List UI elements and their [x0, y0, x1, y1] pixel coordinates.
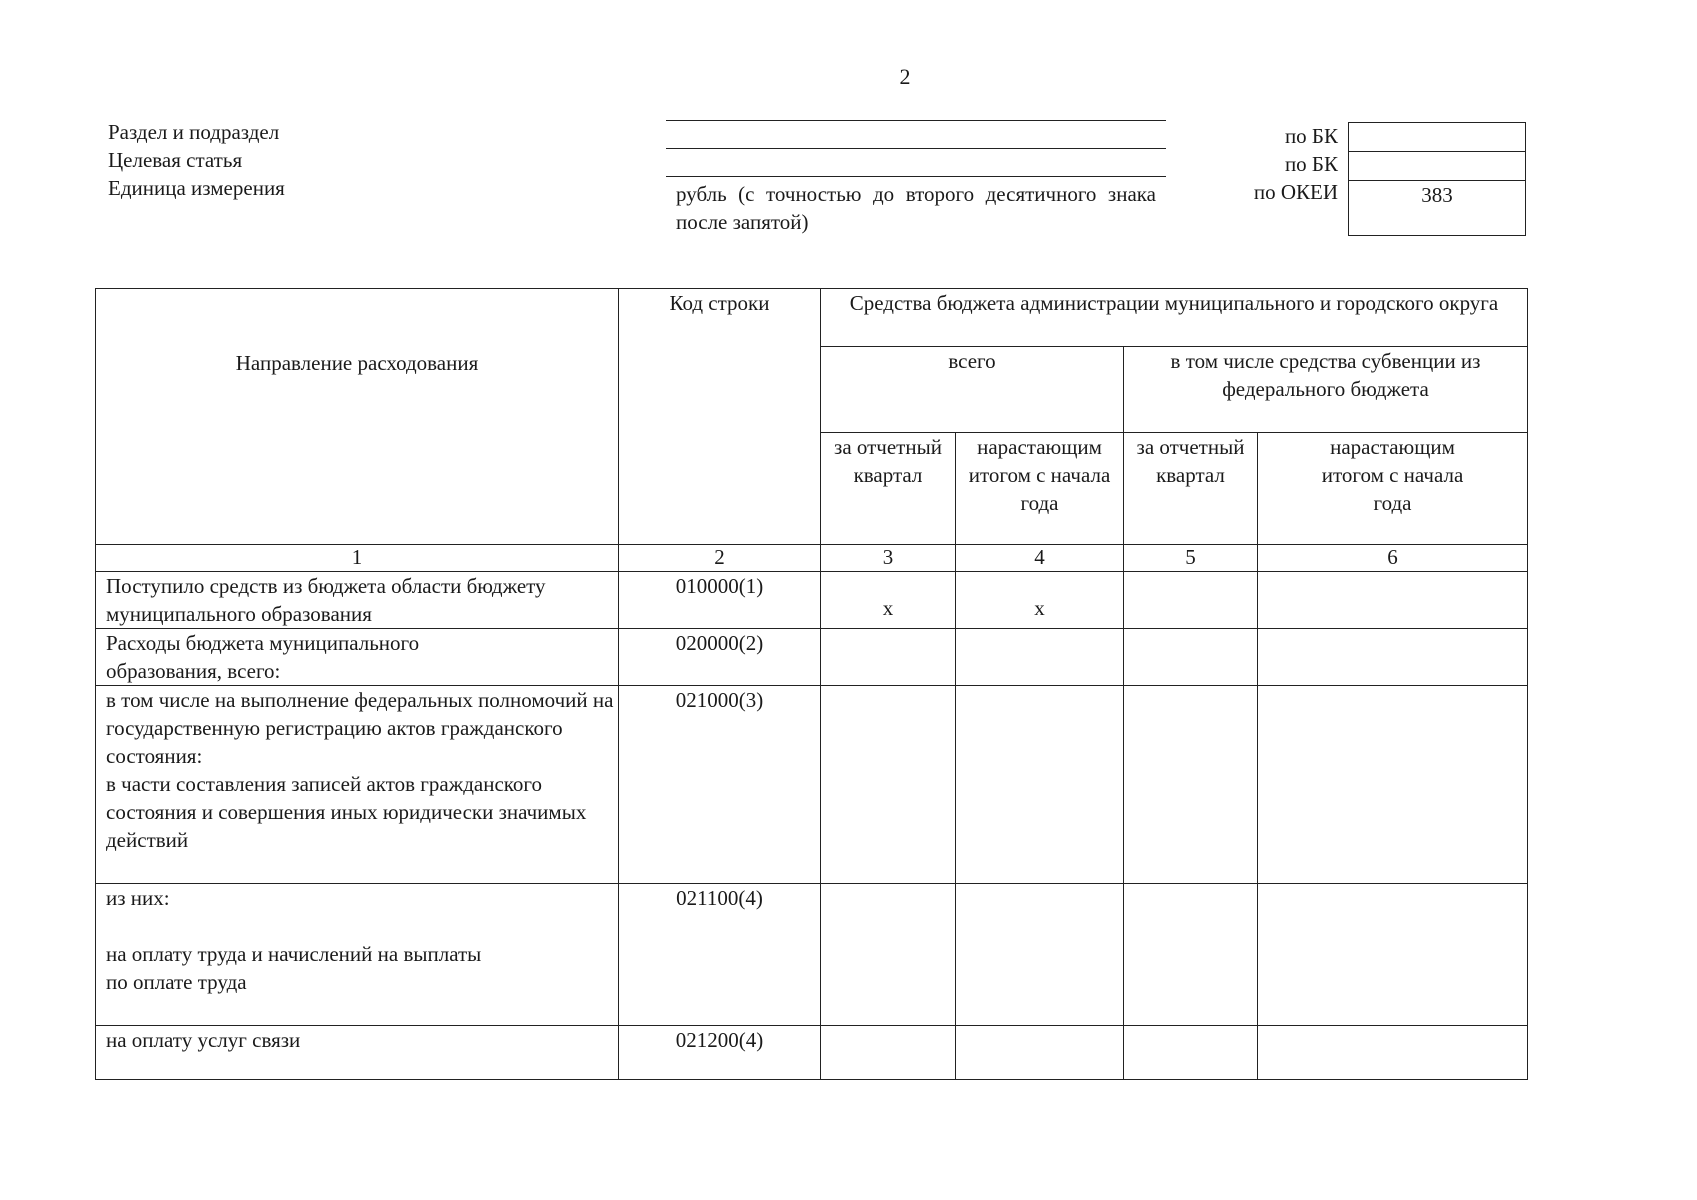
section-field-line — [666, 120, 1166, 121]
cell-c3 — [821, 884, 956, 1026]
row-name-line2: на оплату труда и начислений на выплаты по оплате труда — [106, 942, 482, 994]
cell-c6 — [1258, 572, 1528, 629]
header-direction — [96, 289, 619, 545]
code-box-bk-1 — [1348, 122, 1526, 151]
section-label: Раздел и подраздел — [108, 120, 280, 144]
cell-c5 — [1124, 629, 1258, 686]
header-subvention-label: в том числе средства субвенции из федерального бюджета — [1170, 349, 1481, 401]
row-code: 010000(1) — [619, 572, 821, 629]
cell-c6 — [1258, 686, 1528, 884]
col-num-6: 6 — [1258, 545, 1528, 572]
col-num-1: 1 — [96, 545, 619, 572]
code-box-okei: 383 — [1348, 180, 1526, 236]
header-total — [821, 347, 1124, 433]
header-quarter-b — [1124, 433, 1258, 545]
row-name: Расходы бюджета муниципального образования, всего: — [96, 629, 619, 686]
target-label: Целевая статья — [108, 148, 243, 172]
header-quarter-a-label: за отчетный квартал — [834, 435, 942, 487]
header-cumulative-a — [956, 433, 1124, 545]
target-field-line — [666, 148, 1166, 149]
code-label-bk-2: по БК — [1284, 152, 1338, 176]
col-num-5: 5 — [1124, 545, 1258, 572]
cell-c6 — [1258, 884, 1528, 1026]
header-funds — [821, 289, 1528, 347]
table-row — [96, 1026, 1528, 1080]
header-total-label: всего — [948, 349, 996, 373]
col-num-2: 2 — [619, 545, 821, 572]
cell-c3 — [821, 686, 956, 884]
row-code: 021000(3) — [619, 686, 821, 884]
row-name: на оплату услуг связи — [96, 1026, 619, 1080]
code-label-bk-1: по БК — [1284, 124, 1338, 148]
cell-c5 — [1124, 572, 1258, 629]
cell-mark: x — [1034, 596, 1045, 620]
cell-c5 — [1124, 686, 1258, 884]
header-cumulative-b-label: нарастающим итогом с начала года — [1321, 435, 1464, 515]
page-number: 2 — [899, 64, 911, 89]
row-name-line1: из них: — [106, 886, 170, 910]
expenditure-table — [95, 288, 1528, 1080]
header-code-label: Код строки — [669, 291, 770, 315]
header-quarter-a — [821, 433, 956, 545]
unit-value: рубль (с точностью до второго десятичного знака после запятой) — [676, 182, 1156, 234]
col-num-4: 4 — [956, 545, 1124, 572]
row-name: Поступило средств из бюджета области бюджету муниципального образования — [96, 572, 619, 629]
row-code: 021100(4) — [619, 884, 821, 1026]
row-name-line2: в части составления записей актов гражданского состояния и совершения иных юридически значимых действий — [106, 772, 587, 852]
header-funds-label: Средства бюджета администрации муниципального и городского округа — [849, 291, 1499, 315]
cell-c4 — [956, 572, 1124, 629]
table-row — [96, 629, 1528, 686]
unit-label: Единица измерения — [108, 176, 285, 200]
cell-c5 — [1124, 884, 1258, 1026]
header-code — [619, 289, 821, 545]
header-direction-label: Направление расходования — [235, 351, 479, 375]
header-cumulative-b — [1258, 433, 1528, 545]
cell-c4 — [956, 884, 1124, 1026]
cell-c3 — [821, 1026, 956, 1080]
table-row — [96, 572, 1528, 629]
table-row — [96, 884, 1528, 1026]
cell-c4 — [956, 686, 1124, 884]
cell-c6 — [1258, 629, 1528, 686]
cell-c5 — [1124, 1026, 1258, 1080]
cell-c3 — [821, 629, 956, 686]
header-subvention — [1124, 347, 1528, 433]
cell-c6 — [1258, 1026, 1528, 1080]
header-cumulative-a-label: нарастающим итогом с начала года — [968, 435, 1111, 515]
row-name — [96, 686, 619, 884]
cell-c3 — [821, 572, 956, 629]
code-label-okei: по ОКЕИ — [1253, 180, 1338, 204]
row-name-line1: в том числе на выполнение федеральных полномочий на государственную регистрацию актов гражданского состояния: — [106, 688, 614, 768]
cell-c4 — [956, 629, 1124, 686]
cell-c4 — [956, 1026, 1124, 1080]
unit-field-line — [666, 176, 1166, 177]
row-code: 020000(2) — [619, 629, 821, 686]
table-row — [96, 686, 1528, 884]
cell-mark: x — [882, 596, 894, 620]
header-quarter-b-label: за отчетный квартал — [1136, 435, 1245, 487]
column-number-row — [96, 545, 1528, 572]
code-box-bk-2 — [1348, 151, 1526, 180]
row-code: 021200(4) — [619, 1026, 821, 1080]
col-num-3: 3 — [821, 545, 956, 572]
row-name — [96, 884, 619, 1026]
